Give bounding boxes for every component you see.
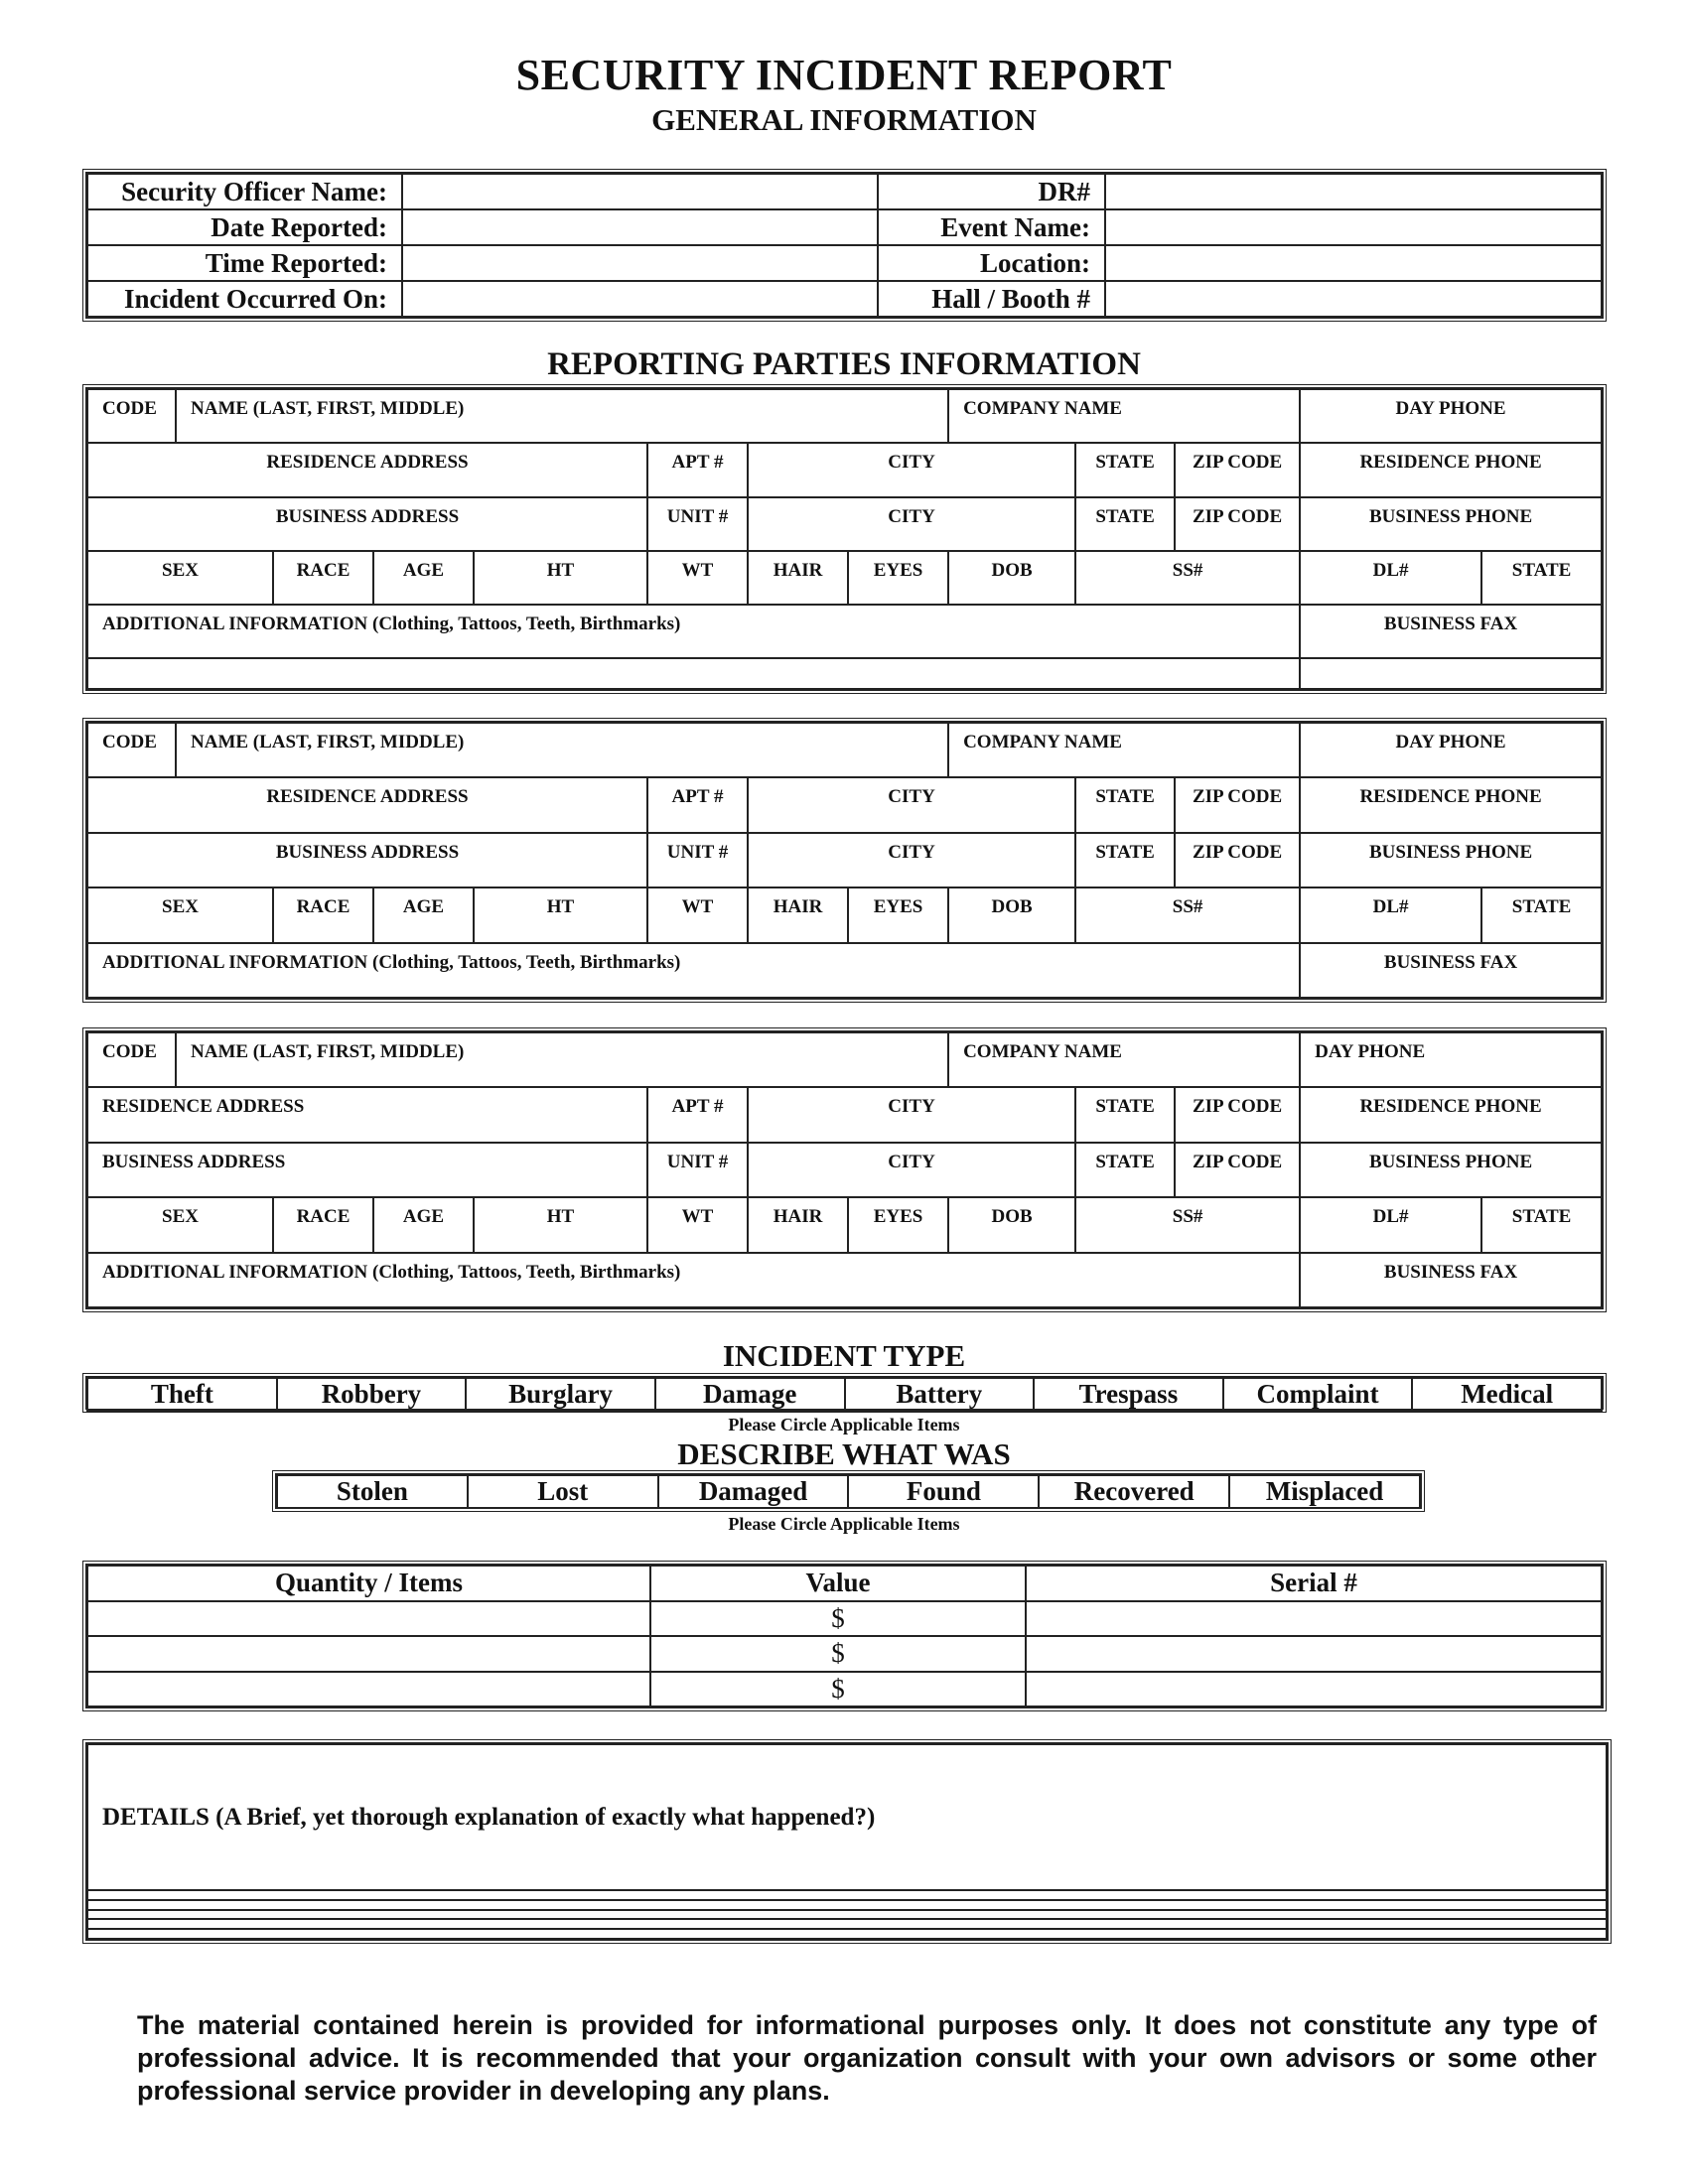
sex-field[interactable]: SEX: [87, 887, 273, 942]
business-zip-field[interactable]: ZIP CODE: [1175, 1143, 1300, 1197]
business-zip-field[interactable]: ZIP CODE: [1175, 833, 1300, 887]
incident-type-title: INCIDENT TYPE: [722, 1338, 966, 1373]
hair-field[interactable]: HAIR: [748, 551, 848, 605]
name-field[interactable]: NAME (LAST, FIRST, MIDDLE): [176, 1032, 948, 1087]
incident-type-options: [82, 1373, 1607, 1413]
apt-field[interactable]: APT #: [647, 1087, 748, 1142]
item-value-field[interactable]: $: [650, 1601, 1026, 1637]
dob-field[interactable]: DOB: [948, 887, 1075, 942]
reporting-party-3: [82, 1027, 1607, 1312]
date-reported-field[interactable]: [402, 209, 878, 245]
label-dr-number: DR#: [878, 174, 1105, 209]
describe-option-recovered[interactable]: Recovered: [1039, 1475, 1229, 1508]
business-address-field[interactable]: BUSINESS ADDRESS: [87, 1143, 647, 1197]
name-field[interactable]: NAME (LAST, FIRST, MIDDLE): [176, 389, 948, 443]
items-table: [82, 1561, 1607, 1711]
weight-field[interactable]: WT: [647, 887, 748, 942]
sex-field[interactable]: SEX: [87, 551, 273, 605]
name-field[interactable]: NAME (LAST, FIRST, MIDDLE): [176, 723, 948, 777]
incident-option-burglary[interactable]: Burglary: [466, 1378, 655, 1411]
incident-option-complaint[interactable]: Complaint: [1223, 1378, 1413, 1411]
additional-info-field[interactable]: ADDITIONAL INFORMATION (Clothing, Tattoos, Teeth, Birthmarks): [87, 943, 1300, 998]
business-fax-field[interactable]: BUSINESS FAX: [1300, 605, 1602, 658]
label-location: Location:: [878, 245, 1105, 281]
describe-title: DESCRIBE WHAT WAS: [677, 1436, 1011, 1471]
item-quantity-field[interactable]: [87, 1672, 650, 1707]
residence-phone-field[interactable]: RESIDENCE PHONE: [1300, 1087, 1602, 1142]
page-title: SECURITY INCIDENT REPORT: [515, 51, 1173, 99]
hair-field[interactable]: HAIR: [748, 887, 848, 942]
business-city-field[interactable]: CITY: [748, 833, 1075, 887]
business-address-field[interactable]: BUSINESS ADDRESS: [87, 833, 647, 887]
height-field[interactable]: HT: [474, 1197, 647, 1252]
item-serial-field[interactable]: [1026, 1601, 1602, 1637]
details-line[interactable]: [87, 1919, 1607, 1929]
describe-note: Please Circle Applicable Items: [728, 1514, 960, 1534]
item-serial-field[interactable]: [1026, 1672, 1602, 1707]
details-line[interactable]: [87, 1929, 1607, 1939]
company-name-field[interactable]: COMPANY NAME: [948, 723, 1300, 777]
day-phone-field[interactable]: DAY PHONE: [1300, 1032, 1602, 1087]
height-field[interactable]: HT: [474, 551, 647, 605]
label-incident-occurred: Incident Occurred On:: [87, 281, 402, 317]
details-line[interactable]: [87, 1900, 1607, 1910]
state-field[interactable]: STATE: [1075, 443, 1175, 496]
incident-option-medical[interactable]: Medical: [1412, 1378, 1602, 1411]
item-value-field[interactable]: $: [650, 1636, 1026, 1672]
race-field[interactable]: RACE: [273, 1197, 373, 1252]
page-subtitle: GENERAL INFORMATION: [651, 102, 1037, 137]
zip-code-field[interactable]: ZIP CODE: [1175, 777, 1300, 832]
business-address-field[interactable]: BUSINESS ADDRESS: [87, 497, 647, 551]
business-phone-field[interactable]: BUSINESS PHONE: [1300, 833, 1602, 887]
business-zip-field[interactable]: ZIP CODE: [1175, 497, 1300, 551]
label-time-reported: Time Reported:: [87, 245, 402, 281]
age-field[interactable]: AGE: [373, 551, 474, 605]
additional-info-field[interactable]: ADDITIONAL INFORMATION (Clothing, Tattoos, Teeth, Birthmarks): [87, 605, 1300, 658]
describe-options: [272, 1470, 1425, 1512]
code-field[interactable]: CODE: [87, 389, 176, 443]
describe-option-damaged[interactable]: Damaged: [658, 1475, 849, 1508]
item-quantity-field[interactable]: [87, 1601, 650, 1637]
unit-field[interactable]: UNIT #: [647, 833, 748, 887]
business-city-field[interactable]: CITY: [748, 497, 1075, 551]
height-field[interactable]: HT: [474, 887, 647, 942]
city-field[interactable]: CITY: [748, 1087, 1075, 1142]
dr-number-field[interactable]: [1105, 174, 1602, 209]
dl-state-field[interactable]: STATE: [1481, 551, 1602, 605]
business-fax-line[interactable]: [1300, 658, 1602, 689]
ssn-field[interactable]: SS#: [1075, 1197, 1300, 1252]
city-field[interactable]: CITY: [748, 777, 1075, 832]
code-field[interactable]: CODE: [87, 1032, 176, 1087]
state-field[interactable]: STATE: [1075, 777, 1175, 832]
incident-option-trespass[interactable]: Trespass: [1034, 1378, 1223, 1411]
code-field[interactable]: CODE: [87, 723, 176, 777]
company-name-field[interactable]: COMPANY NAME: [948, 389, 1300, 443]
day-phone-field[interactable]: DAY PHONE: [1300, 389, 1602, 443]
business-state-field[interactable]: STATE: [1075, 833, 1175, 887]
label-event-name: Event Name:: [878, 209, 1105, 245]
item-serial-field[interactable]: [1026, 1636, 1602, 1672]
apt-field[interactable]: APT #: [647, 777, 748, 832]
apt-field[interactable]: APT #: [647, 443, 748, 496]
item-quantity-field[interactable]: [87, 1636, 650, 1672]
business-fax-field[interactable]: BUSINESS FAX: [1300, 1253, 1602, 1307]
describe-option-stolen[interactable]: Stolen: [277, 1475, 468, 1508]
residence-address-field[interactable]: RESIDENCE ADDRESS: [87, 777, 647, 832]
ssn-field[interactable]: SS#: [1075, 887, 1300, 942]
business-phone-field[interactable]: BUSINESS PHONE: [1300, 1143, 1602, 1197]
zip-code-field[interactable]: ZIP CODE: [1175, 1087, 1300, 1142]
disclaimer-text: The material contained herein is provided for informational purposes only. It does not constitute any type of professional advice. It is recommended that your organization consult with your own advisors or some other professional service provider in developing any plans.: [137, 2010, 1597, 2106]
describe-option-lost[interactable]: Lost: [468, 1475, 658, 1508]
details-label: DETAILS (A Brief, yet thorough explanation of exactly what happened?): [87, 1744, 1607, 1890]
officer-name-field[interactable]: [402, 174, 878, 209]
dl-field[interactable]: DL#: [1300, 1197, 1481, 1252]
incident-option-damage[interactable]: Damage: [655, 1378, 845, 1411]
race-field[interactable]: RACE: [273, 887, 373, 942]
unit-field[interactable]: UNIT #: [647, 1143, 748, 1197]
city-field[interactable]: CITY: [748, 443, 1075, 496]
label-hall-booth: Hall / Booth #: [878, 281, 1105, 317]
zip-code-field[interactable]: ZIP CODE: [1175, 443, 1300, 496]
business-phone-field[interactable]: BUSINESS PHONE: [1300, 497, 1602, 551]
dl-field[interactable]: DL#: [1300, 551, 1481, 605]
label-officer-name: Security Officer Name:: [87, 174, 402, 209]
time-reported-field[interactable]: [402, 245, 878, 281]
sex-field[interactable]: SEX: [87, 1197, 273, 1252]
business-state-field[interactable]: STATE: [1075, 497, 1175, 551]
hall-booth-field[interactable]: [1105, 281, 1602, 317]
additional-info-field[interactable]: ADDITIONAL INFORMATION (Clothing, Tattoos, Teeth, Birthmarks): [87, 1253, 1300, 1307]
dl-state-field[interactable]: STATE: [1481, 887, 1602, 942]
reporting-party-1: [82, 384, 1607, 694]
eyes-field[interactable]: EYES: [848, 551, 948, 605]
describe-option-misplaced[interactable]: Misplaced: [1229, 1475, 1420, 1508]
residence-address-field[interactable]: RESIDENCE ADDRESS: [87, 443, 647, 496]
value-header: Value: [650, 1566, 1026, 1601]
business-fax-field[interactable]: BUSINESS FAX: [1300, 943, 1602, 998]
business-city-field[interactable]: CITY: [748, 1143, 1075, 1197]
residence-phone-field[interactable]: RESIDENCE PHONE: [1300, 443, 1602, 496]
weight-field[interactable]: WT: [647, 1197, 748, 1252]
describe-option-found[interactable]: Found: [848, 1475, 1039, 1508]
details-table: [82, 1739, 1612, 1944]
serial-header: Serial #: [1026, 1566, 1602, 1601]
ssn-field[interactable]: SS#: [1075, 551, 1300, 605]
business-state-field[interactable]: STATE: [1075, 1143, 1175, 1197]
residence-address-field[interactable]: RESIDENCE ADDRESS: [87, 1087, 647, 1142]
incident-type-note: Please Circle Applicable Items: [728, 1415, 960, 1434]
additional-info-line[interactable]: [87, 658, 1300, 689]
dob-field[interactable]: DOB: [948, 551, 1075, 605]
company-name-field[interactable]: COMPANY NAME: [948, 1032, 1300, 1087]
label-date-reported: Date Reported:: [87, 209, 402, 245]
dl-state-field[interactable]: STATE: [1481, 1197, 1602, 1252]
details-line[interactable]: [87, 1890, 1607, 1900]
age-field[interactable]: AGE: [373, 1197, 474, 1252]
general-info-table: [82, 169, 1607, 322]
residence-phone-field[interactable]: RESIDENCE PHONE: [1300, 777, 1602, 832]
unit-field[interactable]: UNIT #: [647, 497, 748, 551]
quantity-items-header: Quantity / Items: [87, 1566, 650, 1601]
details-line[interactable]: [87, 1910, 1607, 1920]
weight-field[interactable]: WT: [647, 551, 748, 605]
reporting-party-2: [82, 718, 1607, 1003]
dob-field[interactable]: DOB: [948, 1197, 1075, 1252]
hair-field[interactable]: HAIR: [748, 1197, 848, 1252]
day-phone-field[interactable]: DAY PHONE: [1300, 723, 1602, 777]
incident-option-theft[interactable]: Theft: [87, 1378, 277, 1411]
incident-occurred-field[interactable]: [402, 281, 878, 317]
eyes-field[interactable]: EYES: [848, 1197, 948, 1252]
dl-field[interactable]: DL#: [1300, 887, 1481, 942]
state-field[interactable]: STATE: [1075, 1087, 1175, 1142]
eyes-field[interactable]: EYES: [848, 887, 948, 942]
item-value-field[interactable]: $: [650, 1672, 1026, 1707]
race-field[interactable]: RACE: [273, 551, 373, 605]
parties-section-title: REPORTING PARTIES INFORMATION: [547, 346, 1141, 382]
age-field[interactable]: AGE: [373, 887, 474, 942]
incident-option-robbery[interactable]: Robbery: [277, 1378, 467, 1411]
location-field[interactable]: [1105, 245, 1602, 281]
event-name-field[interactable]: [1105, 209, 1602, 245]
incident-option-battery[interactable]: Battery: [845, 1378, 1035, 1411]
